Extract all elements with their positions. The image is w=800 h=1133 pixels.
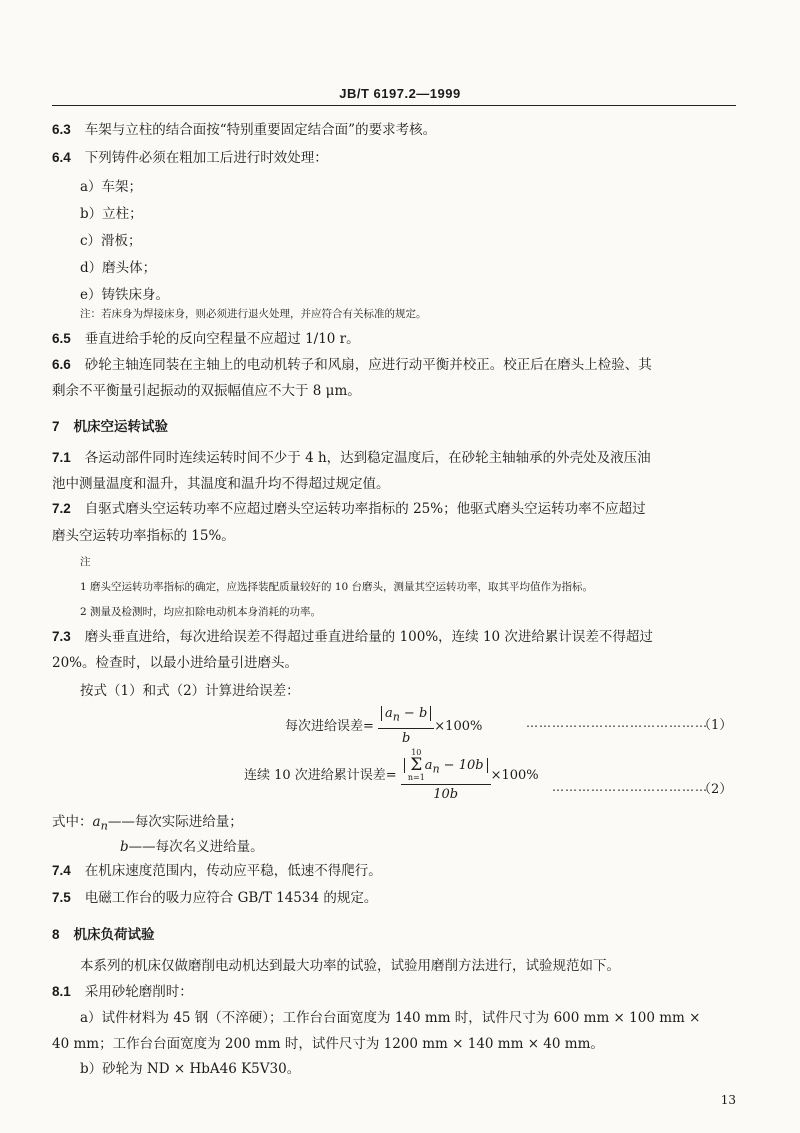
- clause-8-1: [52, 983, 193, 1001]
- formula-1-label: 每次进给误差=: [285, 718, 374, 734]
- formula-2-label: 连续 10 次进给累计误差=: [244, 768, 397, 783]
- clause-7-1: [52, 449, 651, 467]
- list-item-e: e）铸铁床身。: [80, 287, 169, 303]
- header-rule: [52, 105, 736, 106]
- clause-number: 6.5: [52, 331, 71, 346]
- list-item-c: c）滑板；: [80, 233, 142, 249]
- clause-number: 6.6: [52, 357, 71, 372]
- formula-2-leader: ………………………………: [552, 780, 708, 794]
- clause-7-3: [52, 628, 653, 646]
- formula-1: [285, 706, 482, 747]
- list-item-8-1-b: b）砂轮为 ND × HbA46 K5V30。: [80, 1061, 301, 1077]
- formula-intro: 按式（1）和式（2）计算进给误差：: [80, 683, 300, 699]
- formula-1-numerator: $a_n - b$: [378, 706, 434, 729]
- symbol-b: b: [120, 839, 129, 855]
- where-label: 式中：: [52, 814, 93, 830]
- list-item-a: a）车架；: [80, 179, 143, 195]
- clause-text: 砂轮主轴连同装在主轴上的电动机转子和风扇，应进行动平衡并校正。校正后在磨头上检验、其: [84, 357, 652, 373]
- clause-text: 各运动部件同时连续运转时间不少于 4 h，达到稳定温度后，在砂轮主轴轴承的外壳处及液压油: [84, 450, 651, 466]
- where-b: [120, 838, 264, 856]
- definition-an: ——每次实际进给量；: [107, 814, 243, 830]
- section-8-intro: 本系列的机床仅做磨削电动机达到最大功率的试验，试验用磨削方法进行，试验规范如下。: [80, 958, 620, 974]
- symbol-an: a: [92, 814, 101, 830]
- formula-1-number: （1）: [698, 718, 733, 733]
- list-item-d: d）磨头体；: [80, 260, 157, 276]
- formula-2-fraction: [401, 748, 491, 803]
- clause-text: 在机床速度范围内，传动应平稳，低速不得爬行。: [84, 863, 382, 879]
- clause-7-5: [52, 889, 377, 907]
- list-item-8-1-a: a）试件材料为 45 钢（不淬硬）；工作台台面宽度为 140 mm 时，试件尺寸为 600 mm × 100 mm ×: [80, 1010, 701, 1026]
- formula-2-tail: ×100%: [490, 768, 539, 783]
- clause-6-6: [52, 356, 652, 374]
- list-item-8-1-a-cont: 40 mm；工作台台面宽度为 200 mm 时，试件尺寸为 1200 mm × 140 mm × 40 mm。: [52, 1036, 604, 1052]
- clause-7-1-cont: 池中测量温度和温升，其温度和温升均不得超过规定值。: [52, 476, 390, 492]
- note-7-2-item-2: 2 测量及检测时，均应扣除电动机本身消耗的功率。: [80, 606, 322, 618]
- clause-number: 7.5: [52, 890, 71, 905]
- definition-b: ——每次名义进给量。: [128, 839, 264, 855]
- clause-number: 8.1: [52, 984, 71, 999]
- clause-number: 7.2: [52, 501, 71, 516]
- clause-number: 6.3: [52, 122, 71, 137]
- formula-1-tail: ×100%: [434, 718, 483, 734]
- note-7-2-item-1: 1 磨头空运转功率指标的确定，应选择装配质量较好的 10 台磨头，测量其空运转功率，取其平均值作为指标。: [80, 581, 594, 593]
- page-number: 13: [720, 1093, 736, 1107]
- formula-1-fraction: [378, 706, 434, 747]
- where-an: 式中：$a_n——$每次实际进给量；: [52, 814, 243, 833]
- formula-1-leader: ……………………………………: [526, 716, 708, 730]
- clause-text: 电磁工作台的吸力应符合 GB/T 14534 的规定。: [84, 890, 378, 906]
- clause-7-2-cont: 磨头空运转功率指标的 15%。: [52, 528, 235, 544]
- note-6-4: 注：若床身为焊接床身，则必须进行退火处理，并应符合有关标准的规定。: [80, 308, 427, 320]
- section-title: 机床负荷试验: [73, 927, 155, 943]
- clause-text: 自驱式磨头空运转功率不应超过磨头空运转功率指标的 25%；他驱式磨头空运转功率不应超过: [84, 501, 646, 517]
- clause-number: 7.1: [52, 450, 71, 465]
- standard-number-header: JB/T 6197.2—1999: [339, 86, 461, 101]
- clause-6-6-cont: 剩余不平衡量引起振动的双振幅值应不大于 8 μm。: [52, 383, 361, 399]
- clause-7-2: [52, 500, 646, 518]
- section-7-heading: [52, 418, 168, 436]
- clause-number: 7.4: [52, 863, 71, 878]
- clause-text: 下列铸件必须在粗加工后进行时效处理：: [84, 150, 328, 166]
- clause-6-3: [52, 121, 436, 139]
- clause-text: 车架与立柱的结合面按“特别重要固定结合面”的要求考核。: [84, 122, 437, 138]
- clause-number: 6.4: [52, 150, 71, 165]
- formula-1-denominator: b: [402, 730, 411, 746]
- formula-2-denominator: 10b: [433, 787, 459, 802]
- note-7-2-title: 注: [80, 556, 91, 568]
- clause-text: 磨头垂直进给，每次进给误差不得超过垂直进给量的 100%，连续 10 次进给累计误差不得超过: [84, 629, 653, 645]
- clause-7-3-cont: 20%。检查时，以最小进给量引进磨头。: [52, 655, 299, 671]
- formula-2-number: （2）: [698, 782, 733, 797]
- clause-6-4: [52, 149, 328, 167]
- formula-2-numerator: 10 Σ n=1 $a_n - 10b$: [401, 748, 491, 785]
- clause-text: 垂直进给手轮的反向空程量不应超过 1/10 r。: [84, 331, 360, 347]
- sum-symbol: 10 Σ n=1: [407, 748, 425, 782]
- section-title: 机床空运转试验: [73, 419, 169, 435]
- section-number: 7: [52, 419, 60, 434]
- section-8-heading: [52, 926, 155, 944]
- clause-number: 7.3: [52, 629, 71, 644]
- clause-7-4: [52, 862, 382, 880]
- formula-2: [244, 748, 539, 803]
- list-item-b: b）立柱；: [80, 206, 143, 222]
- clause-6-5: [52, 330, 360, 348]
- section-number: 8: [52, 927, 60, 942]
- clause-text: 采用砂轮磨削时：: [84, 984, 193, 1000]
